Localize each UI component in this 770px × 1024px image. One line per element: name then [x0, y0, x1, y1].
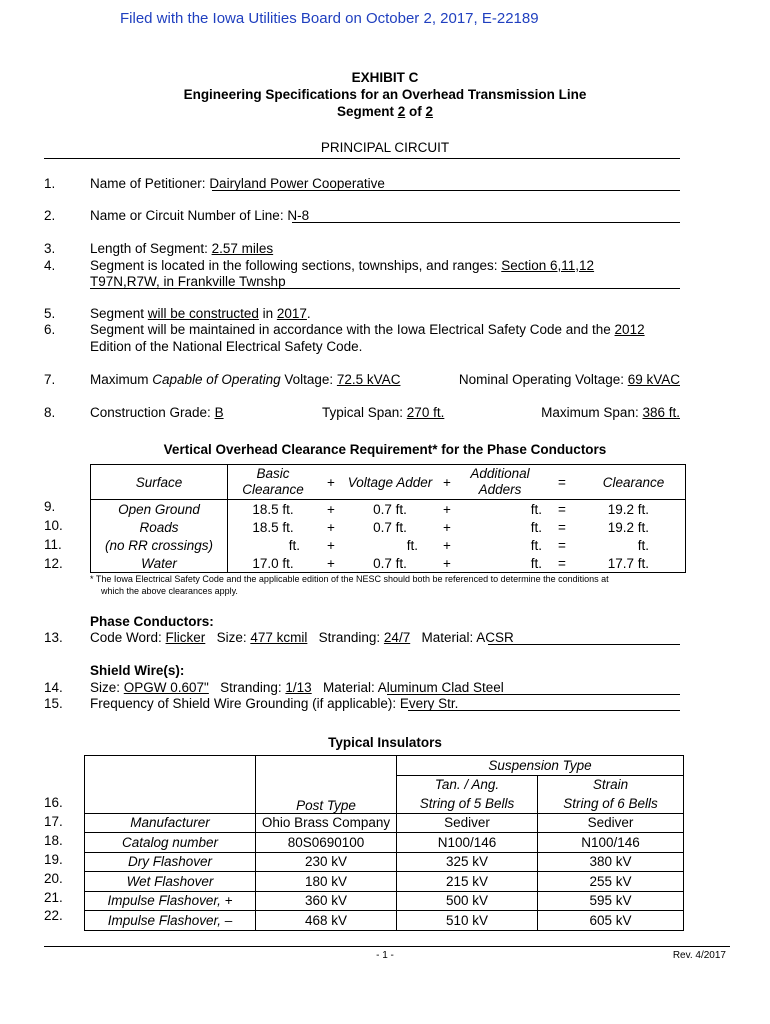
tan-cell: N100/146 [397, 833, 538, 853]
equals-cell: = [558, 537, 566, 553]
item-number: 9. [44, 499, 56, 514]
clearance-row [91, 518, 686, 536]
tan-cell: Sediver [397, 813, 538, 833]
item-number: 11. [44, 537, 62, 552]
header-strain: Strain [592, 777, 629, 793]
item-number: 17. [44, 814, 63, 829]
additional-cell: ft. [530, 537, 542, 553]
post-cell: 180 kV [256, 872, 397, 892]
basic-cell: 17.0 ft. [252, 555, 294, 571]
insulators-title: Typical Insulators [328, 735, 442, 750]
row-label: Catalog number [85, 833, 256, 853]
header-plus: + [443, 474, 451, 490]
shield-wires-title: Shield Wire(s): [90, 663, 185, 678]
header-string-5: String of 5 Bells [397, 794, 538, 813]
insulator-row [85, 852, 684, 872]
basic-cell: ft. [288, 537, 300, 553]
maintenance-field: Segment will be maintained in accordance with the Iowa Electrical Safety Code and the 2012 [90, 322, 645, 337]
header-suspension: Suspension Type [397, 756, 684, 776]
strain-cell: 595 kV [538, 891, 684, 911]
item-number: 1. [44, 176, 56, 191]
header-basic-clearance: Basic Clearance [242, 466, 304, 497]
item-number: 10. [44, 518, 63, 533]
item-number: 14. [44, 680, 63, 695]
typical-span-field: Typical Span: 270 ft. [322, 405, 445, 420]
surface-cell: Open Ground [91, 500, 228, 519]
footer-rule [44, 946, 730, 947]
fill-line [488, 644, 680, 645]
insulator-row [85, 833, 684, 853]
equals-cell: = [558, 501, 566, 517]
fill-line [212, 190, 680, 191]
plus-cell: + [443, 501, 451, 517]
tan-cell: 510 kV [397, 911, 538, 931]
insulators-table [84, 755, 684, 931]
plus-cell: + [327, 501, 335, 517]
header-voltage-adder: Voltage Adder [347, 474, 433, 490]
insulator-row [85, 891, 684, 911]
footnote: * The Iowa Electrical Safety Code and the applicable edition of the NESC should both be referenced to determine the conditions at [90, 574, 609, 584]
clearance-cell: 19.2 ft. [607, 501, 649, 517]
fill-line [387, 694, 680, 695]
basic-cell: 18.5 ft. [252, 501, 294, 517]
additional-cell: ft. [530, 519, 542, 535]
item-number: 13. [44, 630, 63, 645]
row-label: Dry Flashover [85, 852, 256, 872]
item-number: 12. [44, 556, 63, 571]
strain-cell: N100/146 [538, 833, 684, 853]
maintenance-field-cont: Edition of the National Electrical Safety Code. [90, 339, 363, 354]
header-surface: Surface [91, 465, 228, 500]
additional-cell: ft. [530, 501, 542, 517]
footnote-cont: which the above clearances apply. [101, 586, 238, 596]
location-field: Segment is located in the following sections, townships, and ranges: Section 6,11,12 [90, 258, 595, 273]
header-equals: = [558, 474, 566, 490]
row-label: Wet Flashover [85, 872, 256, 892]
item-number: 6. [44, 322, 56, 337]
location-field-cont: T97N,R7W, in Frankville Twnshp [90, 274, 286, 289]
plus-cell: + [327, 519, 335, 535]
plus-cell: + [443, 537, 451, 553]
post-cell: 360 kV [256, 891, 397, 911]
adder-cell: ft. [406, 537, 418, 553]
surface-cell: Roads [91, 518, 228, 536]
header-clearance: Clearance [602, 474, 665, 490]
clearance-title: Vertical Overhead Clearance Requirement* for the Phase Conductors [163, 442, 607, 457]
item-number: 5. [44, 306, 56, 321]
adder-cell: 0.7 ft. [373, 519, 407, 535]
header-tan-ang: Tan. / Ang. [397, 775, 538, 794]
insulator-row [85, 872, 684, 892]
post-cell: 80S0690100 [256, 833, 397, 853]
section-rule [44, 158, 680, 159]
plus-cell: + [443, 519, 451, 535]
length-field: Length of Segment: 2.57 miles [90, 241, 274, 256]
fill-line [408, 710, 680, 711]
post-cell: Ohio Brass Company [256, 813, 397, 833]
clearance-row [91, 536, 686, 554]
header-post-type: Post Type [256, 756, 397, 814]
insulator-row [85, 911, 684, 931]
item-number: 8. [44, 405, 56, 420]
equals-cell: = [558, 519, 566, 535]
row-label: Impulse Flashover, + [85, 891, 256, 911]
strain-cell: 255 kV [538, 872, 684, 892]
petitioner-field: Name of Petitioner: Dairyland Power Cooperative [90, 176, 385, 191]
max-voltage-field: Maximum Capable of Operating Voltage: 72.5 kVAC [90, 372, 401, 387]
row-label: Manufacturer [85, 813, 256, 833]
item-number: 18. [44, 833, 63, 848]
item-number: 20. [44, 871, 63, 886]
clearance-cell: ft. [637, 537, 649, 553]
fill-line [292, 222, 680, 223]
plus-cell: + [327, 555, 335, 571]
additional-cell: ft. [530, 555, 542, 571]
exhibit-label: EXHIBIT C [351, 70, 419, 85]
strain-cell: Sediver [538, 813, 684, 833]
filed-banner: Filed with the Iowa Utilities Board on October 2, 2017, E-22189 [120, 10, 539, 27]
item-number: 22. [44, 908, 63, 923]
equals-cell: = [558, 555, 566, 571]
plus-cell: + [327, 537, 335, 553]
clearance-table [90, 464, 686, 573]
document-title: Engineering Specifications for an Overhead Transmission Line [183, 87, 587, 102]
construction-field: Segment will be constructed in 2017. [90, 306, 311, 321]
section-title: PRINCIPAL CIRCUIT [320, 140, 450, 155]
item-number: 3. [44, 241, 56, 256]
item-number: 2. [44, 208, 56, 223]
construction-grade-field: Construction Grade: B [90, 405, 224, 420]
surface-cell: Water [91, 554, 228, 573]
strain-cell: 605 kV [589, 912, 632, 928]
tan-cell: 325 kV [397, 852, 538, 872]
basic-cell: 18.5 ft. [252, 519, 294, 535]
insulator-row [85, 813, 684, 833]
header-plus: + [327, 474, 335, 490]
header-string-6: String of 6 Bells [538, 794, 684, 813]
item-number: 21. [44, 890, 63, 905]
phase-conductors-field: Code Word: Flicker Size: 477 kcmil Stranding: 24/7 Material: ACSR [90, 630, 514, 645]
item-number: 16. [44, 795, 63, 810]
tan-cell: 500 kV [397, 891, 538, 911]
shield-wire-field: Size: OPGW 0.607" Stranding: 1/13 Material: Aluminum Clad Steel [90, 680, 504, 695]
post-cell: 468 kV [256, 911, 397, 931]
adder-cell: 0.7 ft. [373, 555, 407, 571]
item-number: 4. [44, 258, 56, 273]
adder-cell: 0.7 ft. [373, 501, 407, 517]
fill-line [90, 288, 680, 289]
post-cell: 230 kV [256, 852, 397, 872]
strain-cell: 380 kV [538, 852, 684, 872]
clearance-cell: 17.7 ft. [607, 555, 649, 571]
segment-label: Segment 2 of 2 [336, 104, 434, 119]
phase-conductors-title: Phase Conductors: [90, 614, 214, 629]
revision-label: Rev. 4/2017 [672, 950, 726, 961]
item-number: 15. [44, 696, 63, 711]
grounding-frequency-field: Frequency of Shield Wire Grounding (if applicable): Every Str. [90, 696, 459, 711]
clearance-row [91, 554, 686, 573]
tan-cell: 215 kV [397, 872, 538, 892]
row-label: Impulse Flashover, – [85, 911, 256, 931]
surface-cell: (no RR crossings) [91, 536, 228, 554]
item-number: 7. [44, 372, 56, 387]
blank-header [85, 756, 256, 814]
max-span-field: Maximum Span: 386 ft. [541, 405, 680, 420]
nominal-voltage-field: Nominal Operating Voltage: 69 kVAC [458, 372, 680, 387]
page-number: - 1 - [376, 950, 394, 961]
plus-cell: + [443, 555, 451, 571]
clearance-row [91, 500, 686, 519]
header-additional-adders: Additional Adders [470, 466, 530, 497]
item-number: 19. [44, 852, 63, 867]
circuit-field: Name or Circuit Number of Line: N-8 [90, 208, 310, 223]
clearance-cell: 19.2 ft. [607, 519, 649, 535]
